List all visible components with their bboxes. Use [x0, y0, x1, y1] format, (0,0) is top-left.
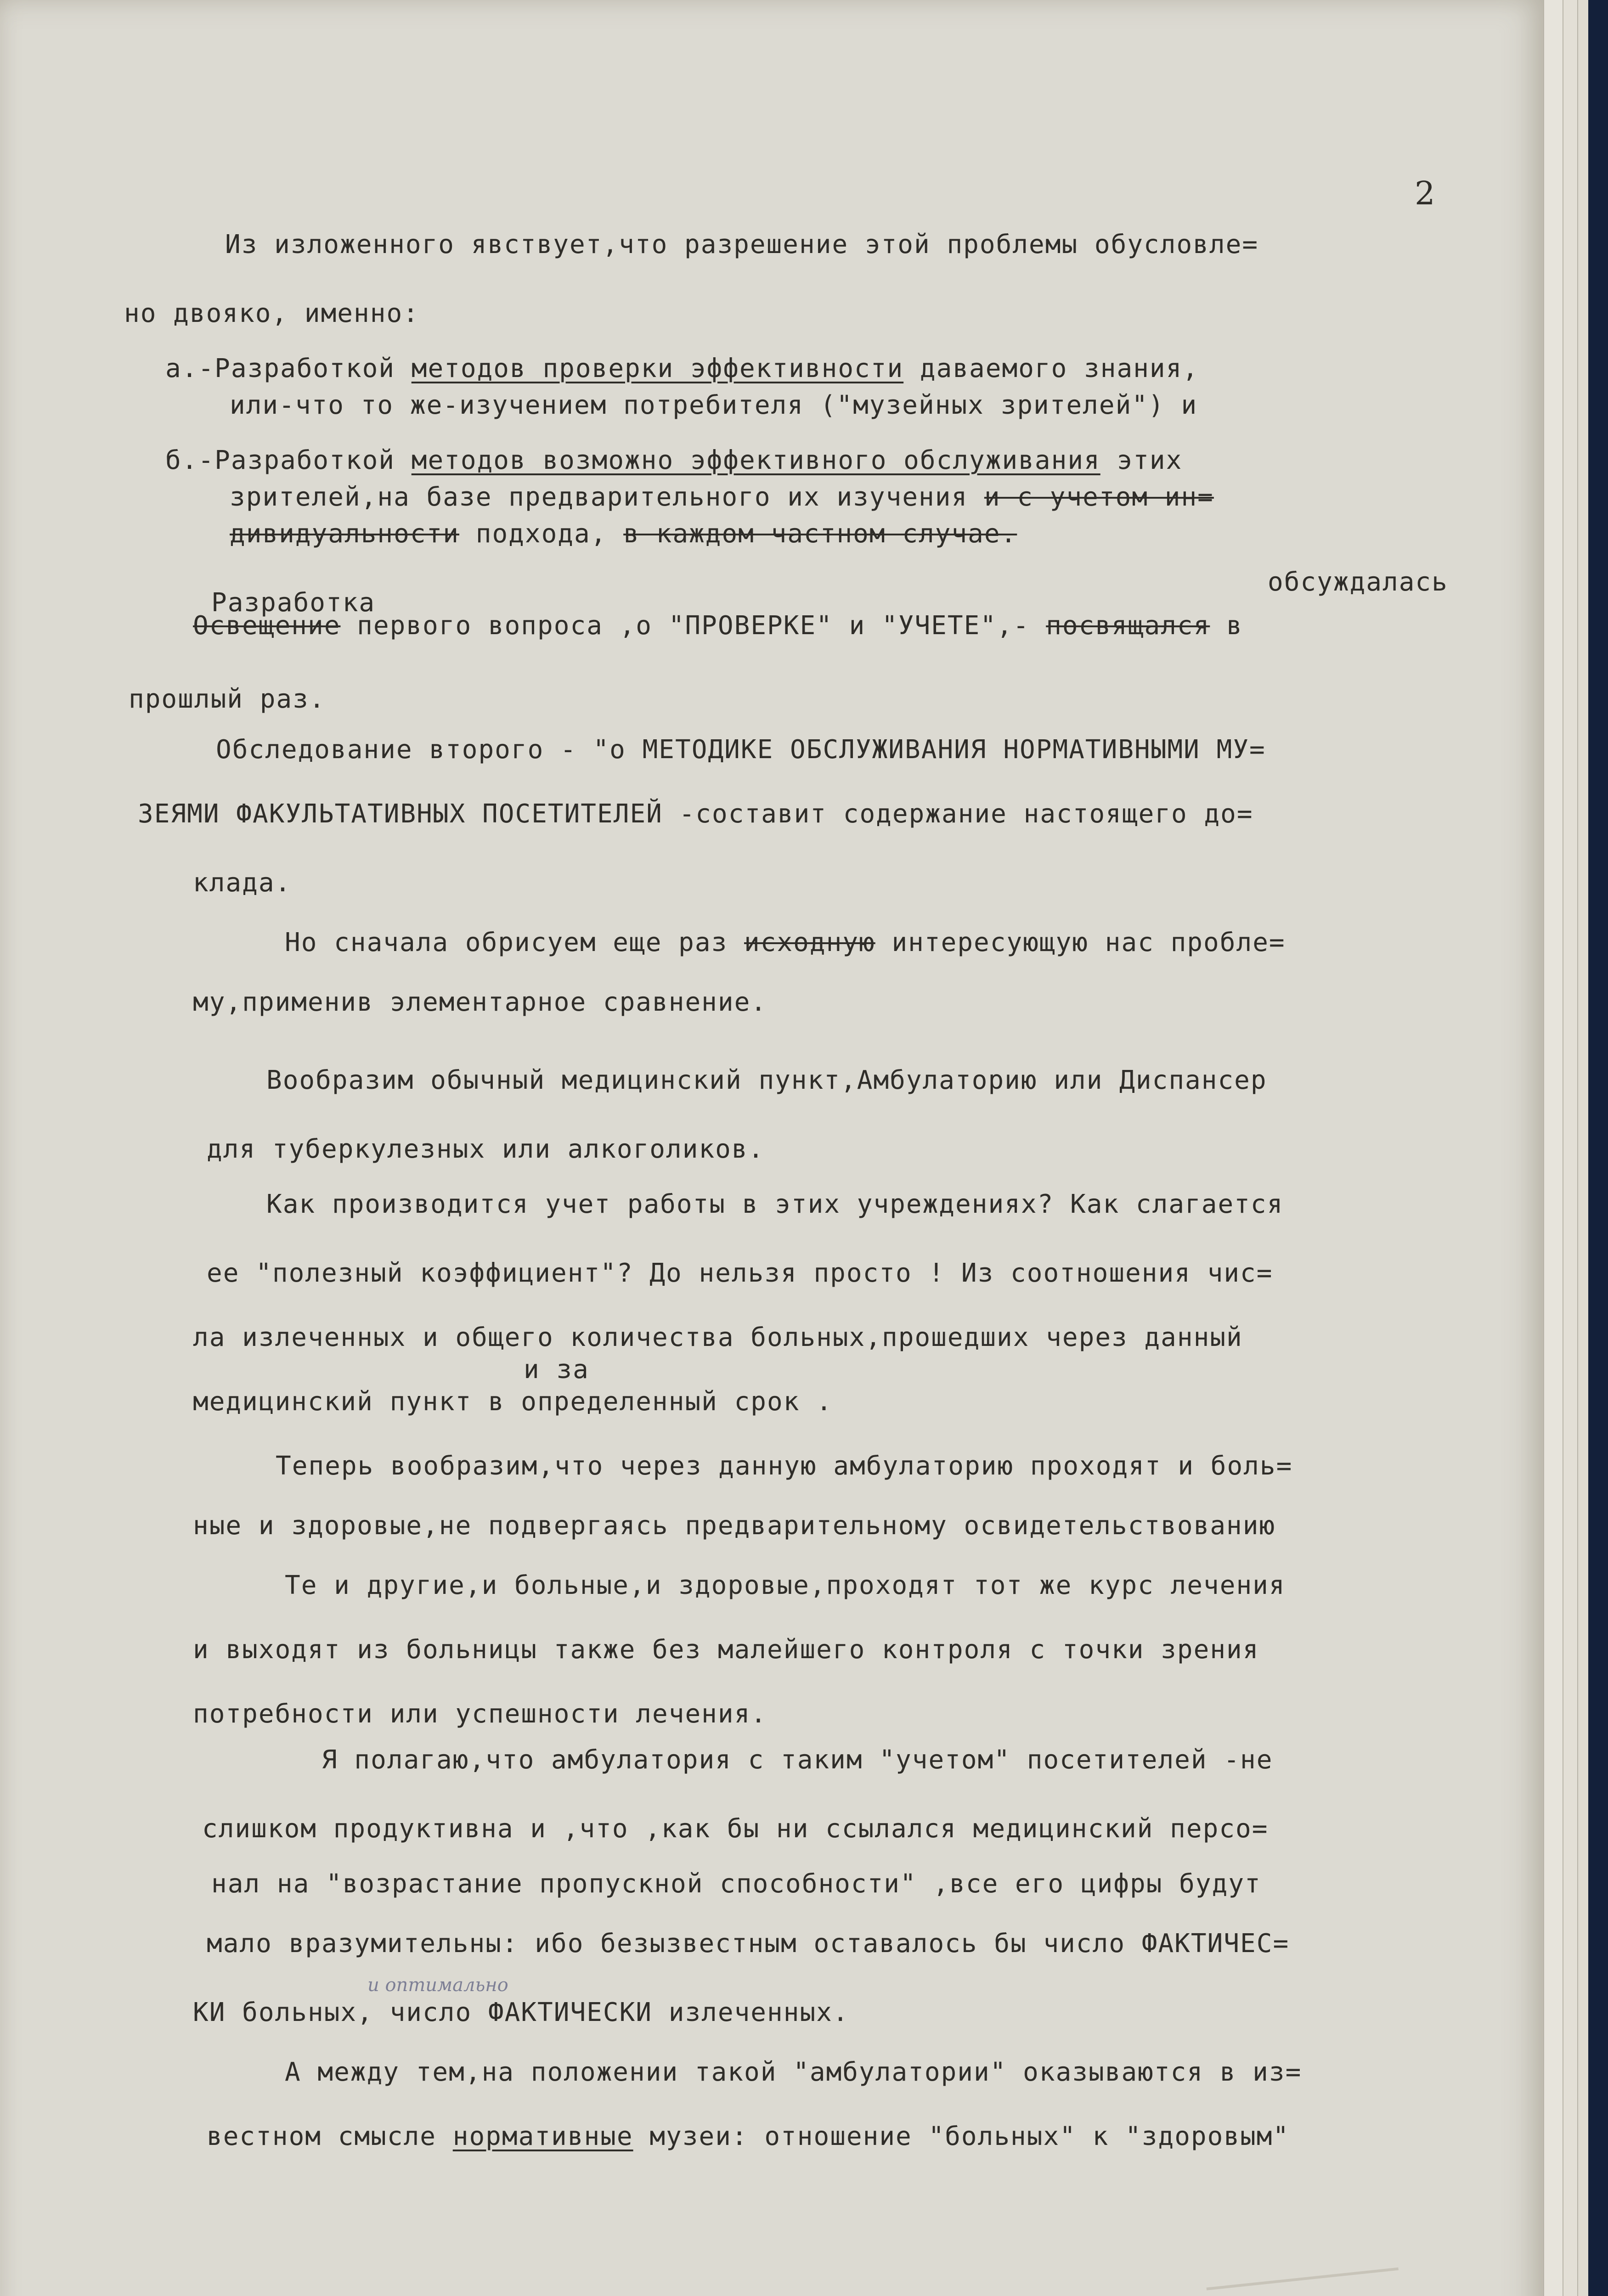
struck-text: дивидуальности: [230, 519, 460, 549]
underlined-text: методов возможно эффективного обслуживания: [411, 445, 1100, 475]
text-line: КИ больных, число ФАКТИЧЕСКИ излеченных.: [193, 1998, 849, 2027]
text-run: зрителей,на базе: [230, 482, 492, 512]
text-line: [285, 928, 1286, 957]
struck-text: и с учетом ин=: [984, 482, 1214, 512]
inserted-text: Разработка: [211, 588, 376, 618]
page-edge: [1563, 0, 1577, 2296]
page-edge: [1577, 0, 1588, 2296]
text-line: Из изложенного явствует,что разрешение этой проблемы обусловле=: [225, 230, 1259, 259]
text-line: или-что то же-изучением потребителя ("музейных зрителей") и: [230, 390, 1198, 420]
text-line: мало вразумительны: ибо безызвестным оставалось бы число ФАКТИЧЕС=: [207, 1929, 1290, 1958]
struck-text: в каждом частном случае.: [623, 519, 1017, 549]
text-line: медицинский пункт в определенный срок .: [193, 1387, 833, 1417]
text-line: му,применив элементарное сравнение.: [193, 987, 767, 1017]
inserted-text: и за: [524, 1355, 589, 1384]
text-run: предварительного их изучения: [508, 482, 968, 512]
text-run: подхода,: [475, 519, 607, 549]
text-line: для туберкулезных или алкоголиков.: [207, 1134, 765, 1164]
text-line: нал на "возрастание пропускной способности" ,все его цифры будут: [211, 1869, 1261, 1899]
struck-text: исходную: [744, 928, 875, 957]
underlined-text: методов проверки эффективности: [411, 354, 904, 383]
text-line: и выходят из больницы также без малейшего контроля с точки зрения: [193, 1635, 1259, 1665]
text-line: Обследование второго - "о МЕТОДИКЕ ОБСЛУЖИВАНИЯ НОРМАТИВНЫМИ МУ=: [216, 735, 1266, 765]
handwritten-insertion: и оптимально: [367, 1975, 508, 1996]
text-line: Теперь вообразим,что через данную амбулаторию проходят и боль=: [276, 1451, 1293, 1481]
text-line: клада.: [193, 868, 292, 898]
text-run: музеи: отношение "больных" к "здоровым": [649, 2122, 1290, 2151]
text-line: потребности или успешности лечения.: [193, 1699, 767, 1729]
text-run: б.-Разработкой: [165, 445, 395, 475]
text-run: интересующую нас пробле=: [891, 928, 1286, 957]
text-line: Я полагаю,что амбулатория с таким "учетом" посетителей -не: [322, 1745, 1273, 1775]
text-line: [230, 482, 1214, 512]
text-line: прошлый раз.: [129, 684, 326, 714]
underlined-text: нормативные: [452, 2122, 633, 2151]
text-line: ла излеченных и общего количества больных,прошедших через данный: [193, 1322, 1243, 1352]
text-run: а.-Разработкой: [165, 354, 395, 383]
text-line: А между тем,на положении такой "амбулатории" оказываются в из=: [285, 2057, 1302, 2087]
text-run: даваемого знания,: [920, 354, 1199, 383]
text-run: этих: [1117, 445, 1183, 475]
text-line: Те и другие,и больные,и здоровые,проходят тот же курс лечения: [285, 1570, 1286, 1600]
struck-text: Освещение: [193, 611, 341, 641]
text-line: Вообразим обычный медицинский пункт,Амбулаторию или Диспансер: [266, 1065, 1267, 1095]
text-line: [165, 354, 1199, 383]
text-run: первого вопроса ,о "ПРОВЕРКЕ" и "УЧЕТЕ",-: [357, 611, 1030, 641]
text-run: вестном смысле: [207, 2122, 437, 2151]
text-line: [207, 2122, 1289, 2151]
text-run: в: [1226, 611, 1243, 641]
text-line: слишком продуктивна и ,что ,как бы ни ссылался медицинский персо=: [202, 1814, 1269, 1844]
inserted-text: обсуждалась: [1268, 567, 1448, 597]
struck-text: посвящался: [1046, 611, 1210, 641]
text-line: ЗЕЯМИ ФАКУЛЬТАТИВНЫХ ПОСЕТИТЕЛЕЙ -составит содержание настоящего до=: [138, 799, 1253, 829]
page-number: 2: [1415, 174, 1435, 212]
text-line: ее "полезный коэффициент"? До нельзя просто ! Из соотношения чис=: [207, 1258, 1273, 1288]
text-line: ные и здоровые,не подвергаясь предварительному освидетельствованию: [193, 1511, 1276, 1541]
text-line: но двояко, именно:: [124, 298, 419, 328]
text-line: [230, 519, 1017, 549]
text-line: Как производится учет работы в этих учреждениях? Как слагается: [266, 1189, 1284, 1219]
text-line: [165, 445, 1182, 475]
text-line: [193, 611, 1243, 641]
text-run: Но сначала обрисуем еще раз: [285, 928, 728, 957]
page-edge: [1543, 0, 1563, 2296]
